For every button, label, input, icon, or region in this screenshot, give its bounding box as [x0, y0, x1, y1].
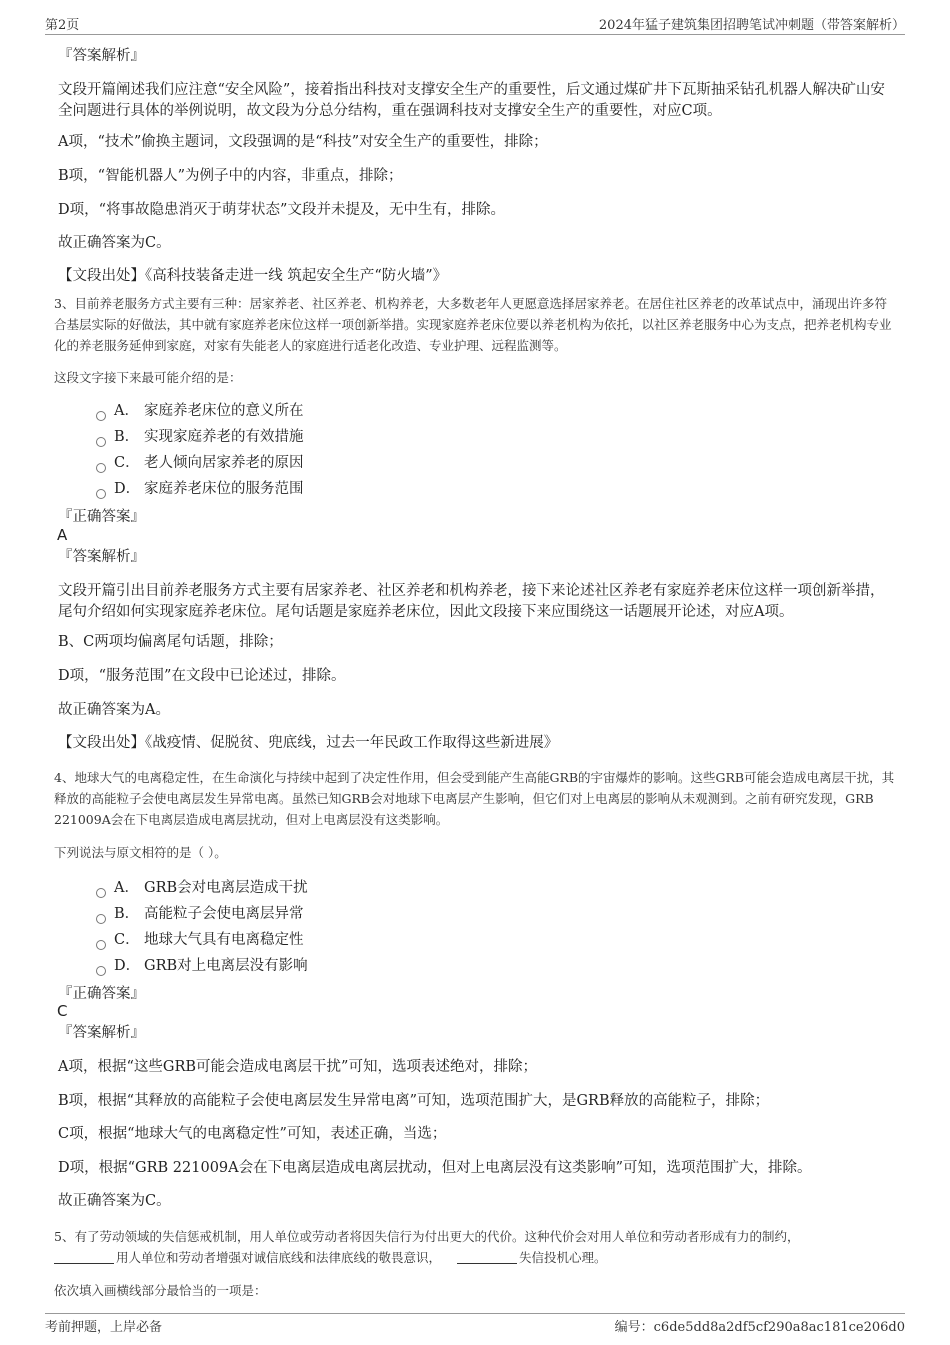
text-source: 【文段出处】《高科技装备走进一线 筑起安全生产“防火墙”》 [58, 268, 448, 284]
question-3-option-d[interactable]: D． 家庭养老床位的服务范围 [96, 478, 304, 500]
radio-icon[interactable] [96, 437, 106, 447]
document-title: 2024年猛子建筑集团招聘笔试冲刺题（带答案解析） [598, 18, 905, 33]
question-5-prompt: 依次填入画横线部分最恰当的一项是： [54, 1283, 267, 1298]
document-id: 编号：c6de5dd8a2df5cf290a8ac181ce206d0 [614, 1320, 905, 1335]
answer-analysis-label: 『答案解析』 [58, 549, 145, 565]
question-4-option-b[interactable]: B． 高能粒子会使电离层异常 [96, 903, 304, 925]
question-3-option-c[interactable]: C． 老人倾向居家养老的原因 [96, 452, 304, 474]
radio-icon[interactable] [96, 966, 106, 976]
radio-icon[interactable] [96, 489, 106, 499]
analysis-option-d: D项，根据“GRB 221009A会在下电离层造成电离层扰动，但对上电离层没有这类影响”可知，选项范围扩大，排除。 [58, 1160, 812, 1176]
radio-icon[interactable] [96, 940, 106, 950]
question-3-prompt: 这段文字接下来最可能介绍的是： [54, 370, 242, 385]
analysis-conclusion: 故正确答案为A。 [58, 702, 170, 718]
question-3-stem: 3、目前养老服务方式主要有三种：居家养老、社区养老、机构养老，大多数老年人更愿意选择居家养老。在居住社区养老的改革试点中，涌现出许多符合基层实际的好做法，其中就有家庭养老床位这样一项创新举措。实现家庭养老床位要以养老机构为依托，以社区养老服务中心为支点，把养老机构专业化的养老服务延伸到家庭，对家有失能老人的家庭进行适老化改造、专业护理、远程监测等。 [54, 296, 892, 353]
question-4-prompt: 下列说法与原文相符的是（ ）。 [54, 845, 227, 860]
analysis-option-a: A项，“技术”偷换主题词，文段强调的是“科技”对安全生产的重要性，排除； [58, 134, 548, 150]
analysis-paragraph: 文段开篇引出目前养老服务方式主要有居家养老、社区养老和机构养老，接下来论述社区养老有家庭养老床位这样一项创新举措，尾句介绍如何实现家庭养老床位。尾句话题是家庭养老床位，因此文段接下来应围绕这一话题展开论述，对应A项。 [58, 583, 885, 620]
question-4-stem: 4、地球大气的电离稳定性，在生命演化与持续中起到了决定性作用，但会受到能产生高能GRB的宇宙爆炸的影响。这些GRB可能会造成电离层干扰，其释放的高能粒子会使电离层发生异常电离。虽然已知GRB会对地球下电离层产生影响，但它们对上电离层的影响从未观测到。之前有研究发现，GRB 221009A会在下电离层造成电离层扰动，但对上电离层没有这类影响。 [54, 770, 895, 827]
radio-icon[interactable] [96, 411, 106, 421]
text-source: 【文段出处】《战疫情、促脱贫、兜底线，过去一年民政工作取得这些新进展》 [58, 735, 559, 751]
answer-analysis-label: 『答案解析』 [58, 1025, 145, 1041]
radio-icon[interactable] [96, 914, 106, 924]
analysis-option-b: B项，“智能机器人”为例子中的内容，非重点，排除； [58, 168, 403, 184]
correct-answer-label: 『正确答案』 [58, 509, 145, 525]
fill-blank-2[interactable] [457, 1249, 517, 1264]
question-3-option-b[interactable]: B． 实现家庭养老的有效措施 [96, 426, 304, 448]
analysis-paragraph: 文段开篇阐述我们应注意“安全风险”，接着指出科技对支撑安全生产的重要性，后文通过煤矿井下瓦斯抽采钻孔机器人解决矿山安全问题进行具体的举例说明，故文段为分总分结构，重在强调科技对支撑安全生产的重要性，对应C项。 [58, 82, 885, 119]
fill-blank-1[interactable] [54, 1249, 114, 1264]
question-5-stem-line2: 用人单位和劳动者增强对诚信底线和法律底线的敬畏意识， 失信投机心理。 [54, 1247, 607, 1268]
question-4-option-a[interactable]: A． GRB会对电离层造成干扰 [96, 877, 308, 899]
footer-slogan: 考前押题，上岸必备 [45, 1320, 163, 1335]
analysis-option-d: D项，“将事故隐患消灭于萌芽状态”文段并未提及，无中生有，排除。 [58, 202, 505, 218]
analysis-option-a: A项，根据“这些GRB可能会造成电离层干扰”可知，选项表述绝对，排除； [58, 1059, 537, 1075]
correct-answer-value: A [57, 526, 68, 544]
analysis-conclusion: 故正确答案为C。 [58, 1193, 171, 1209]
page-header [45, 14, 905, 35]
question-4-option-d[interactable]: D． GRB对上电离层没有影响 [96, 955, 308, 977]
analysis-option-b: B项，根据“其释放的高能粒子会使电离层发生异常电离”可知，选项范围扩大，是GRB释放的高能粒子，排除； [58, 1093, 770, 1109]
page-footer [45, 1313, 905, 1334]
question-3-option-a[interactable]: A． 家庭养老床位的意义所在 [96, 400, 304, 422]
answer-analysis-label: 『答案解析』 [58, 48, 145, 64]
correct-answer-value: C [57, 1002, 68, 1020]
question-4-option-c[interactable]: C． 地球大气具有电离稳定性 [96, 929, 304, 951]
question-5-stem: 5、有了劳动领域的失信惩戒机制，用人单位或劳动者将因失信行为付出更大的代价。这种代价会对用人单位和劳动者形成有力的制约， [54, 1229, 800, 1244]
analysis-conclusion: 故正确答案为C。 [58, 235, 171, 251]
correct-answer-label: 『正确答案』 [58, 986, 145, 1002]
analysis-option-c: C项，根据“地球大气的电离稳定性”可知，表述正确，当选； [58, 1126, 447, 1142]
radio-icon[interactable] [96, 888, 106, 898]
radio-icon[interactable] [96, 463, 106, 473]
page-number: 第2页 [45, 18, 80, 33]
analysis-option-d: D项，“服务范围”在文段中已论述过，排除。 [58, 668, 346, 684]
analysis-option-bc: B、C两项均偏离尾句话题，排除； [58, 634, 283, 650]
